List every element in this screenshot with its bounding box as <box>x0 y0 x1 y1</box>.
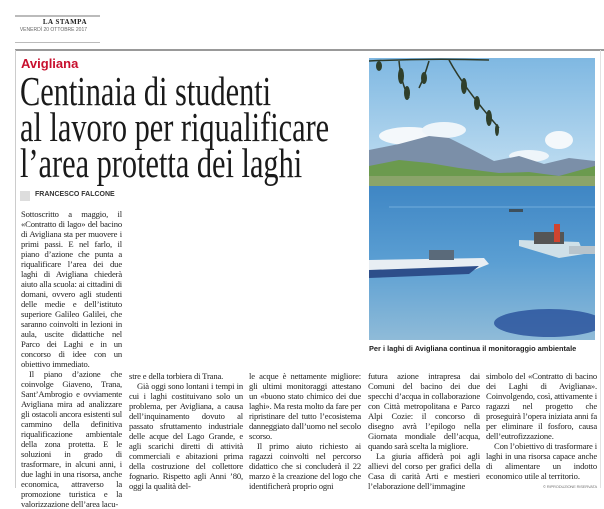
article-headline <box>20 68 370 186</box>
paragraph: Già oggi sono lontani i tempi in cui i laghi costituivano solo un problema, per Avigliana, a causa dell’inquinamento dovuto al passato sfruttamento industriale delle acque del Lago Grande, e agli scarichi diretti di attività commerciali e abitazioni prima della costruzione del collettore fognario. Rispetto agli Anni ’80, oggi la qualità del- <box>129 381 243 491</box>
newspaper-masthead: LA STAMPA <box>42 18 87 26</box>
article-column-1 <box>21 209 122 509</box>
photo-caption: Per i laghi di Avigliana continua il monitoraggio ambientale <box>369 344 577 353</box>
paragraph: La giuria affiderà poi agli allievi del corso per grafici della Casa di carità Arti e mestieri l’elaborazione dell’immagine <box>368 451 480 491</box>
copyright-notice: © RIPRODUZIONE RISERVATA <box>543 484 597 489</box>
lake-photo <box>369 58 595 340</box>
article-column-3 <box>249 371 361 491</box>
article-column-5 <box>486 371 597 489</box>
paragraph: simbolo del «Contratto di bacino dei Laghi di Avigliana». Coinvolgendo, così, attivamente i ragazzi nel progetto che proseguirà l’opera iniziata anni fa per eliminare il fosforo, causa dell’eutrofizzazione. <box>486 371 597 441</box>
paragraph: Con l’obiettivo di trasformare i laghi in una risorsa capace anche di alimentare un indotto economico utile al territorio. <box>486 441 597 481</box>
masthead-top-rule <box>15 15 100 17</box>
byline-mark <box>20 191 30 201</box>
paragraph: futura azione intrapresa dai Comuni del bacino dei due specchi d’acqua in collaborazione con Città metropolitana e Parco Alpi Cozie: il concorso di disegno avrà l’epilogo nella Giornata mondiale dell’acqua, quando sarà scelta la migliore. <box>368 371 480 451</box>
article-column-4 <box>368 371 480 491</box>
article-column-2 <box>129 371 243 491</box>
paragraph: Sottoscritto a maggio, il «Contratto di lago» del bacino di Avigliana sta per muovere i primi passi. E nel farlo, il piano d’azione che punta a riqualificare l’area dei due laghi di Avigliana chiederà aiuto alla scuola: ai cittadini di domani, ovvero agli studenti delle medie e dell’istituto superiore Galileo Galilei, che saranno coinvolti in lezioni in aula, uscite didattiche nel Parco dei Laghi e in un concorso di idee con un obiettivo immediato. <box>21 209 122 369</box>
article-right-rule <box>600 50 601 488</box>
paragraph: le acque è nettamente migliore: gli ultimi monitoraggi attestano un «buono stato chimico dei due laghi». Ma resta molto da fare per ripristinare del tutto l’ecosistema danneggiato dall’uomo nel secolo scorso. <box>249 371 361 441</box>
paragraph: Il piano d’azione che coinvolge Giaveno, Trana, Sant’Ambrogio e ovviamente Avigliana mira ad analizzare gli ostacoli ancora esistenti sul cammino della definitiva riqualificazione ambientale della zona protetta. E le soluzioni in grado di trasformare, in alcuni anni, i due laghi in una risorsa, anche economica, attraverso la promozione turistica e la valorizzazione dell’area lacu- <box>21 369 122 509</box>
article-top-rule <box>15 49 604 51</box>
article-byline: FRANCESCO FALCONE <box>35 191 115 198</box>
headline-line: al lavoro per riqualificare <box>20 104 330 150</box>
article-left-rule <box>15 50 16 488</box>
lake-photo-image <box>369 58 595 340</box>
paragraph: stre e della torbiera di Trana. <box>129 371 224 381</box>
article-kicker: Avigliana <box>21 56 79 71</box>
headline-line: l’area protetta dei laghi <box>20 140 303 186</box>
issue-date: VENERDÌ 20 OTTOBRE 2017 <box>19 27 87 33</box>
paragraph: Il primo aiuto richiesto ai ragazzi coinvolti nel percorso didattico che si concluderà il 22 marzo è la creazione del logo che identificherà proprio ogni <box>249 441 361 491</box>
headline-line: Centinaia di studenti <box>20 68 272 114</box>
masthead-bottom-rule <box>15 42 100 43</box>
